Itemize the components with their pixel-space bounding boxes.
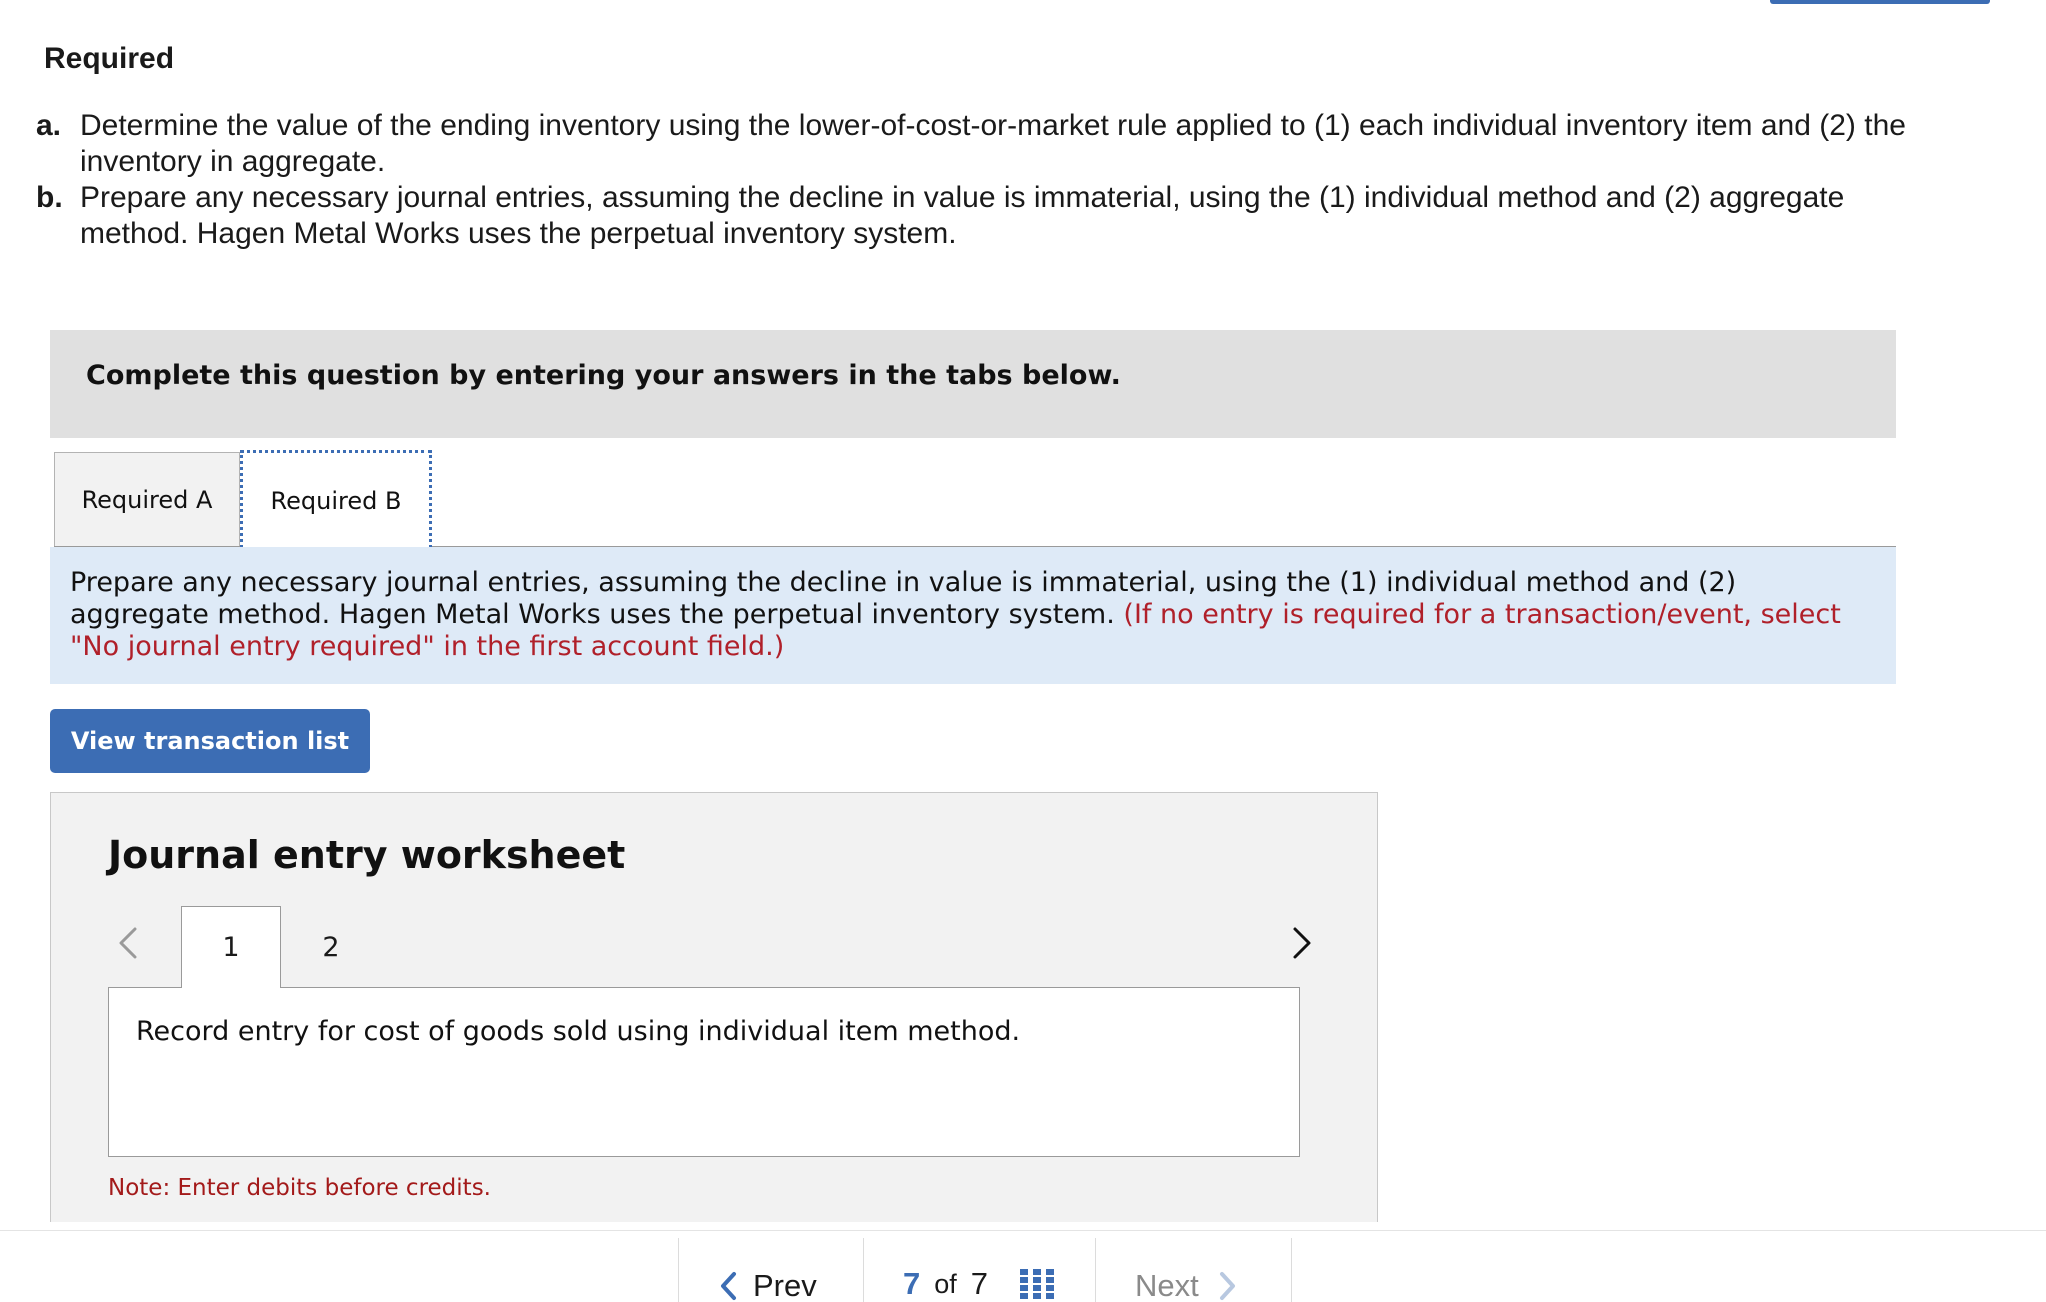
required-tabs: [54, 450, 1896, 547]
page-of-label: of: [934, 1268, 957, 1299]
tab-required-b[interactable]: Required B: [240, 450, 432, 548]
worksheet-tab-1[interactable]: 1: [181, 906, 281, 988]
next-button[interactable]: [1135, 1268, 1237, 1302]
requirement-letter: b.: [36, 181, 63, 214]
requirement-a: [36, 108, 1956, 180]
required-heading: Required: [44, 42, 175, 75]
view-transaction-list-button[interactable]: View transaction list: [50, 709, 370, 773]
requirement-text: Determine the value of the ending inventory using the lower-of-cost-or-market rule applied to (1) each individual inventory item and (2) the inventory in aggregate.: [80, 109, 1906, 178]
worksheet-tab-2[interactable]: 2: [322, 931, 340, 963]
worksheet-note: Note: Enter debits before credits.: [108, 1175, 491, 1201]
journal-entry-worksheet: [50, 792, 1378, 1222]
footer-divider: [0, 1230, 2046, 1231]
instruction-banner: [50, 330, 1896, 438]
top-accent-bar: [1770, 0, 1990, 4]
requirements-list: [36, 108, 1956, 252]
prev-button[interactable]: [719, 1268, 817, 1302]
grid-icon[interactable]: [1020, 1269, 1054, 1299]
instruction-text: Complete this question by entering your answers in the tabs below.: [86, 360, 1121, 391]
current-page: 7: [903, 1266, 921, 1301]
worksheet-entry-panel: [108, 987, 1300, 1157]
tab-required-a[interactable]: Required A: [54, 452, 240, 546]
total-pages: 7: [970, 1266, 989, 1301]
requirement-text: Prepare any necessary journal entries, assuming the decline in value is immaterial, using the (1) individual method and (2) aggregate method. Hagen Metal Works uses the perpetual inventory system.: [80, 181, 1845, 250]
entry-description: Record entry for cost of goods sold using individual item method.: [136, 1016, 1021, 1047]
question-prompt: [50, 547, 1896, 684]
question-navigation: [678, 1238, 1292, 1302]
next-label: Next: [1135, 1268, 1199, 1302]
chevron-left-icon[interactable]: [111, 921, 147, 965]
requirement-letter: a.: [36, 109, 62, 142]
nav-divider: [863, 1238, 864, 1302]
prev-label: Prev: [753, 1268, 817, 1302]
chevron-right-icon: [1219, 1271, 1237, 1301]
requirement-b: [36, 180, 1956, 252]
page-indicator: [903, 1266, 1054, 1302]
nav-divider: [1095, 1238, 1096, 1302]
chevron-left-icon: [719, 1271, 737, 1301]
prompt-hint: (If no entry is required for a transaction/event, select "No journal entry required" in the first account field.): [70, 599, 1841, 662]
chevron-right-icon[interactable]: [1283, 921, 1319, 965]
worksheet-title: Journal entry worksheet: [108, 833, 626, 877]
prompt-text: Prepare any necessary journal entries, assuming the decline in value is immaterial, using the (1) individual method and (2) aggregate method. Hagen Metal Works uses the perpetual inventory system.: [70, 567, 1737, 630]
